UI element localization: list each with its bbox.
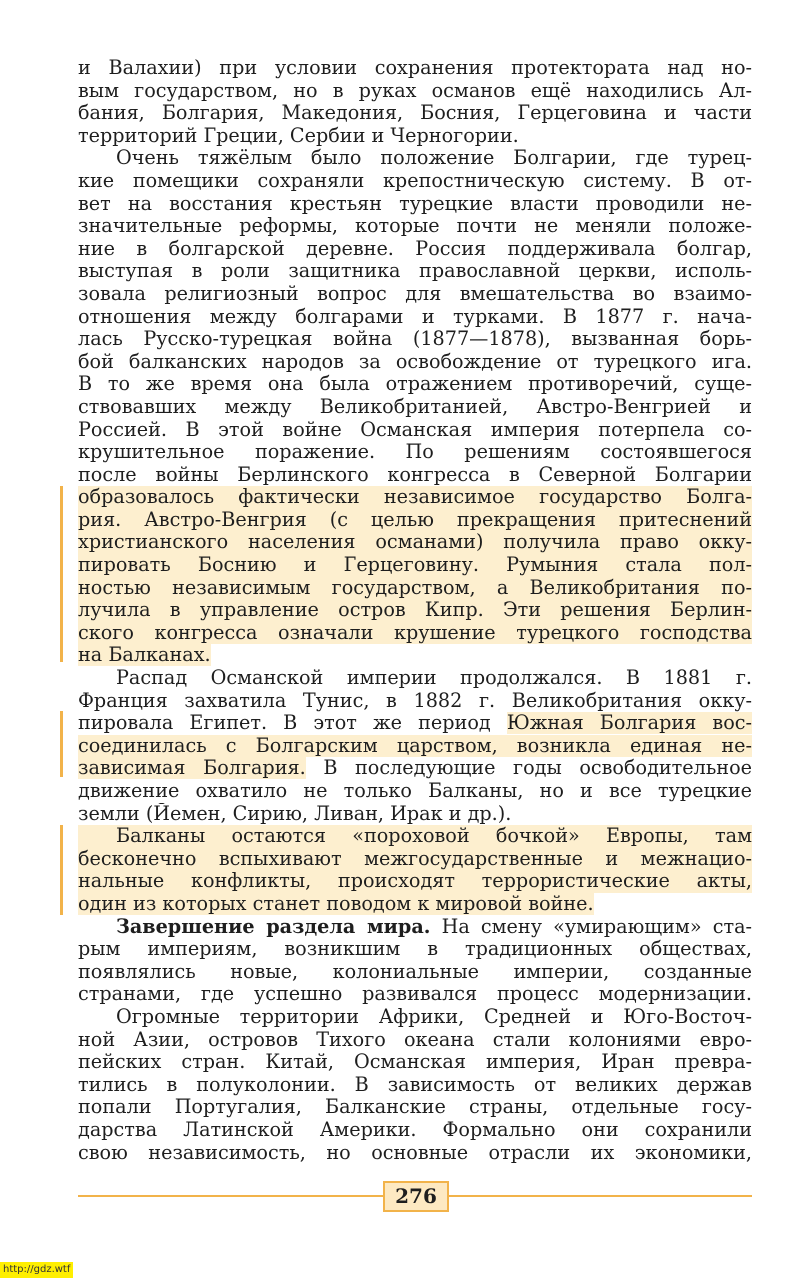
watermark-link[interactable]: http://gdz.wtf <box>0 1262 73 1278</box>
text-line: земли (Йемен, Сирию, Ливан, Ирак и др.). <box>78 802 512 825</box>
text-line: кие помещики сохраняли крепостническую систему. В от- <box>78 169 752 192</box>
text-line: Очень тяжёлым было положение Болгарии, где турец- <box>116 147 752 170</box>
highlighted-line <box>78 893 752 916</box>
paragraph-6 <box>78 1006 752 1164</box>
text-line: ствовавших между Великобританией, Австро-Венгрией и <box>78 395 752 418</box>
text-line: и Валахии) при условии сохранения протектората над но- <box>78 57 752 79</box>
text-line: бой балканских народов за освобождение от турецкого ига. <box>78 350 752 373</box>
text-line: В то же время она была отражением противоречий, суще- <box>78 373 752 396</box>
text-line: Россией. В этой войне Османская империя потерпела со- <box>78 418 752 441</box>
highlighted-line: лучила в управление остров Кипр. Эти решения Берлин- <box>78 599 752 622</box>
footer-rule-left <box>78 1195 383 1197</box>
text-line: Распад Османской империи продолжался. В 1881 г. <box>116 667 752 690</box>
highlighted-line: бесконечно вспыхивают межгосударственные и межнацио- <box>78 847 752 870</box>
text-line: вым государством, но в руках османов ещё находились Ал- <box>78 79 752 102</box>
text-line: отношения между болгарами и турками. В 1877 г. нача- <box>78 305 752 328</box>
highlighted-line: ностью независимым государством, а Великобритания по- <box>78 576 752 599</box>
text-line: после войны Берлинского конгресса в Северной Болгарии <box>78 463 752 486</box>
text-line: свою независимость, но основные отрасли их экономики, <box>78 1141 752 1164</box>
margin-marker-3 <box>60 825 63 915</box>
highlight-span: на Балканах. <box>78 644 211 667</box>
margin-marker-2 <box>60 711 63 777</box>
highlighted-line: нальные конфликты, происходят террористические акты, <box>78 870 752 893</box>
text-line: территорий Греции, Сербии и Черногории. <box>78 124 519 147</box>
text-line: крушительное поражение. По решениям состоявшегося <box>78 441 752 464</box>
text-line: вет на восстания крестьян турецкие власти проводили не- <box>78 192 752 215</box>
highlighted-line: христианского населения османами) получила право окку- <box>78 531 752 554</box>
text-fragment: На смену «умирающим» ста- <box>430 915 752 938</box>
highlighted-line: Балканы остаются «пороховой бочкой» Европы, там <box>78 825 752 848</box>
page-number: 276 <box>383 1181 449 1212</box>
highlighted-line: соединилась с Болгарским царством, возникла единая не- <box>78 734 752 757</box>
text-line: Франция захватила Тунис, в 1882 г. Великобритания окку- <box>78 689 752 712</box>
highlight-span: зависимая Болгария. <box>78 757 306 780</box>
text-line: значительные реформы, которые почти не меняли положе- <box>78 215 752 238</box>
text-line: движение охватило не только Балканы, но и все турецкие <box>78 780 752 802</box>
text-line: появлялись новые, колониальные империи, созданные <box>78 960 752 983</box>
text-line: попали Португалия, Балканские страны, отдельные госу- <box>78 1096 752 1119</box>
text-line: странами, где успешно развивался процесс модернизации. <box>78 983 752 1006</box>
text-line: ние в болгарской деревне. Россия поддерживала болгар, <box>78 237 752 260</box>
footer-rule-right <box>449 1195 752 1197</box>
text-fragment: пировала Египет. В этот же период <box>78 712 507 735</box>
highlighted-line: пировать Боснию и Герцеговину. Румыния стала пол- <box>78 554 752 577</box>
text-line <box>78 916 752 939</box>
highlight-span: один из которых станет поводом к мировой войне. <box>78 892 594 915</box>
section-heading: Завершение раздела мира. <box>116 915 431 938</box>
paragraph-3 <box>78 667 752 825</box>
text-fragment: В последующие годы освободительное <box>305 757 752 780</box>
text-line: тились в полуколонии. В зависимость от великих держав <box>78 1073 752 1096</box>
paragraph-5 <box>78 916 752 1006</box>
text-line: рым империям, возникшим в традиционных обществах, <box>78 938 752 961</box>
text-line: лась Русско-турецкая война (1877—1878), вызванная борь- <box>78 328 752 351</box>
highlighted-line: рия. Австро-Венгрия (с целью прекращения притеснений <box>78 508 752 531</box>
body-text <box>78 57 752 1164</box>
highlighted-line: образовалось фактически независимое государство Болга- <box>78 486 752 509</box>
text-line: зовала религиозный вопрос для вмешательства во взаимо- <box>78 282 752 305</box>
margin-marker-1 <box>60 486 63 662</box>
text-line <box>78 712 752 735</box>
text-line <box>78 757 752 780</box>
highlighted-line: ского конгресса означали крушение турецкого господства <box>78 621 752 644</box>
text-line: Огромные территории Африки, Средней и Юго-Восточ- <box>116 1005 752 1028</box>
text-line: выступая в роли защитника православной церкви, исполь- <box>78 260 752 283</box>
highlighted-line <box>78 644 752 667</box>
text-line: пейских стран. Китай, Османская империя, Иран превра- <box>78 1051 752 1074</box>
paragraph-2 <box>78 147 752 667</box>
paragraph-1 <box>78 57 752 147</box>
paragraph-4 <box>78 825 752 915</box>
text-line: бания, Болгария, Македония, Босния, Герцеговина и части <box>78 102 752 125</box>
text-line: ной Азии, островов Тихого океана стали колониями евро- <box>78 1028 752 1051</box>
text-line: дарства Латинской Америки. Формально они сохранили <box>78 1118 752 1141</box>
highlight-span: Южная Болгария вос- <box>506 712 752 735</box>
